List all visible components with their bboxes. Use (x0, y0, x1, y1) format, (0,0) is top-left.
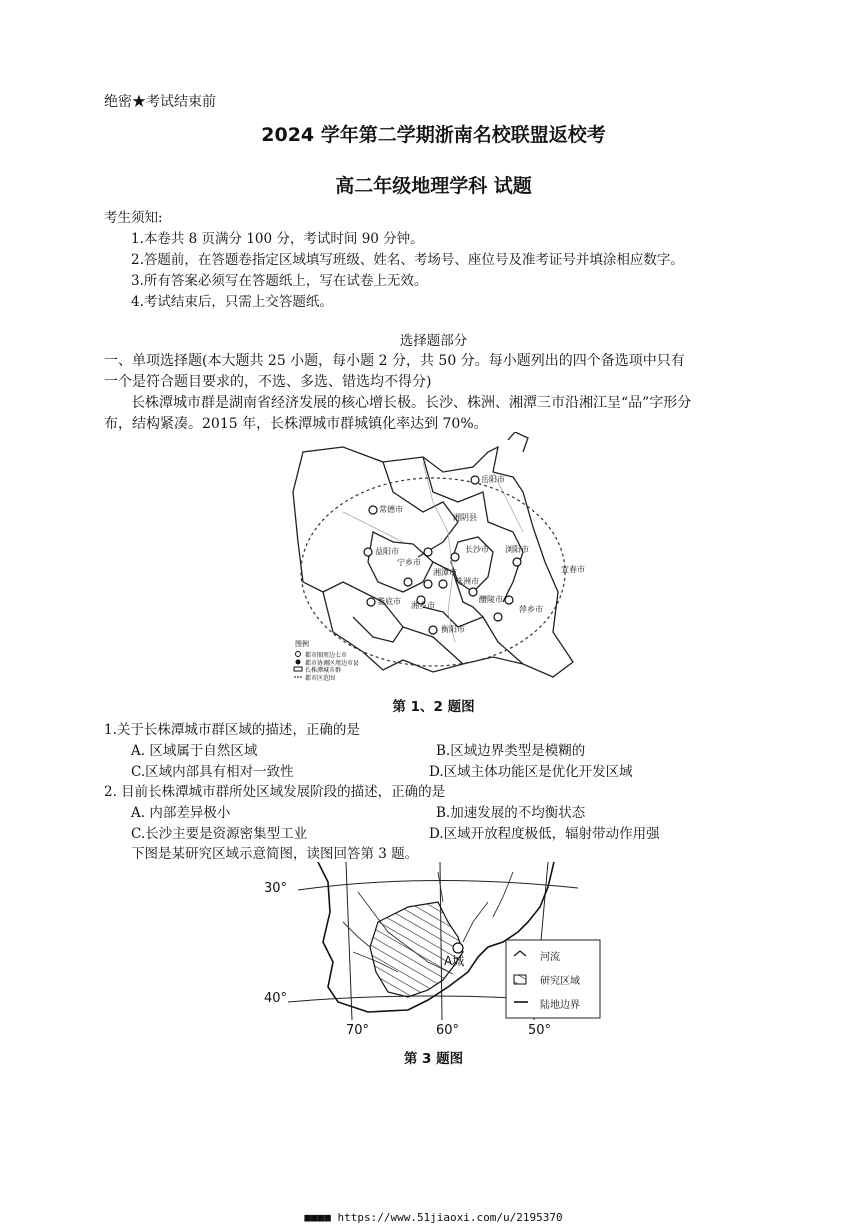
option-d: D.区域主体功能区是优化开发区域 (429, 764, 633, 780)
legend-item: 都市圈周边七市 (305, 652, 348, 659)
section-instructions: 一、单项选择题(本大题共 25 小题，每小题 2 分，共 50 分。每小题列出的四个备选项中只有 (104, 353, 685, 369)
lat-label: 30° (264, 881, 288, 896)
option-a: A. 区域属于自然区域 (131, 743, 258, 759)
section-instructions: 一个是符合题目要求的，不选、多选、错选均不得分) (104, 374, 432, 390)
option-d: D.区域开放程度极低，辐射带动作用强 (429, 826, 660, 842)
notice-item: 3.所有答案必须写在答题纸上，写在试卷上无效。 (131, 273, 428, 289)
map2-legend (506, 940, 600, 1018)
exam-subtitle: 高二年级地理学科 试题 (335, 175, 532, 197)
legend-land-boundary: 陆地边界 (540, 1000, 580, 1011)
legend-item: 长株潭城市群 (305, 667, 342, 674)
city-label: 湘阴县 (453, 513, 477, 522)
changzhutan-map (283, 432, 588, 684)
city-label: 宁乡市 (397, 558, 421, 567)
city-label: 浏阳市 (505, 545, 529, 554)
legend-river: 河流 (540, 952, 560, 963)
passage-text: 布，结构紧凑。2015 年，长株潭城市群城镇化率达到 70%。 (104, 416, 488, 432)
city-label: 株洲市 (455, 577, 479, 586)
city-label: 常德市 (379, 505, 403, 514)
city-label: 岳阳市 (481, 475, 505, 484)
footer (0, 1211, 867, 1224)
legend-title: 图例 (295, 640, 309, 648)
q3-intro: 下图是某研究区域示意简图，读图回答第 3 题。 (131, 846, 419, 862)
map2-caption: 第 3 题图 (403, 1051, 464, 1067)
legend-research-area: 研究区域 (540, 976, 580, 987)
city-label: 益阳市 (375, 547, 399, 556)
option-b: B.区域边界类型是模糊的 (436, 743, 586, 759)
secret-mark: 绝密★考试结束前 (104, 94, 216, 110)
lon-label: 70° (346, 1023, 370, 1038)
city-label: 宜春市 (561, 565, 585, 574)
passage-text: 长株潭城市群是湖南省经济发展的核心增长极。长沙、株洲、湘潭三市沿湘江呈“品”字形分 (131, 395, 692, 411)
research-area-map (258, 862, 608, 1047)
lat-label: 40° (264, 991, 288, 1006)
option-c: C.长沙主要是资源密集型工业 (131, 826, 308, 842)
notice-item: 4.考试结束后，只需上交答题纸。 (131, 294, 333, 310)
city-label: 湘潭市 (433, 568, 457, 577)
option-b: B.加速发展的不均衡状态 (436, 805, 586, 821)
city-label: 湘乡市 (411, 601, 435, 610)
notice-item: 1.本卷共 8 页满分 100 分，考试时间 90 分钟。 (131, 231, 424, 247)
city-label: 娄底市 (377, 597, 401, 606)
notice-heading: 考生须知: (104, 210, 163, 226)
question-stem: 1.关于长株潭城市群区域的描述，正确的是 (104, 722, 360, 738)
question-stem: 2. 目前长株潭城市群所处区域发展阶段的描述，正确的是 (104, 784, 446, 800)
city-label: 醴陵市 (479, 595, 503, 604)
city-label: 萍乡市 (519, 605, 543, 614)
option-c: C.区域内部具有相对一致性 (131, 764, 294, 780)
city-label: 长沙市 (465, 545, 489, 554)
section-title: 选择题部分 (399, 333, 468, 349)
footer-prefix: ■■■■ (304, 1211, 331, 1224)
legend-item: 都市区范围 (305, 675, 336, 682)
city-label: 衡阳市 (441, 625, 465, 634)
footer-url[interactable]: https://www.51jiaoxi.com/u/2195370 (337, 1211, 563, 1224)
option-a: A. 内部差异极小 (131, 805, 231, 821)
lon-label: 50° (528, 1023, 552, 1038)
exam-title: 2024 学年第二学期浙南名校联盟返校考 (261, 124, 606, 146)
map1-caption: 第 1、2 题图 (392, 699, 475, 715)
notice-item: 2.答题前，在答题卷指定区域填写班级、姓名、考场号、座位号及准考证号并填涂相应数字。 (131, 252, 684, 268)
lon-label: 60° (436, 1023, 460, 1038)
map-legend (294, 639, 359, 682)
city-a-label: A城 (444, 954, 465, 968)
legend-item: 都市协调区周边市县 (305, 660, 360, 667)
